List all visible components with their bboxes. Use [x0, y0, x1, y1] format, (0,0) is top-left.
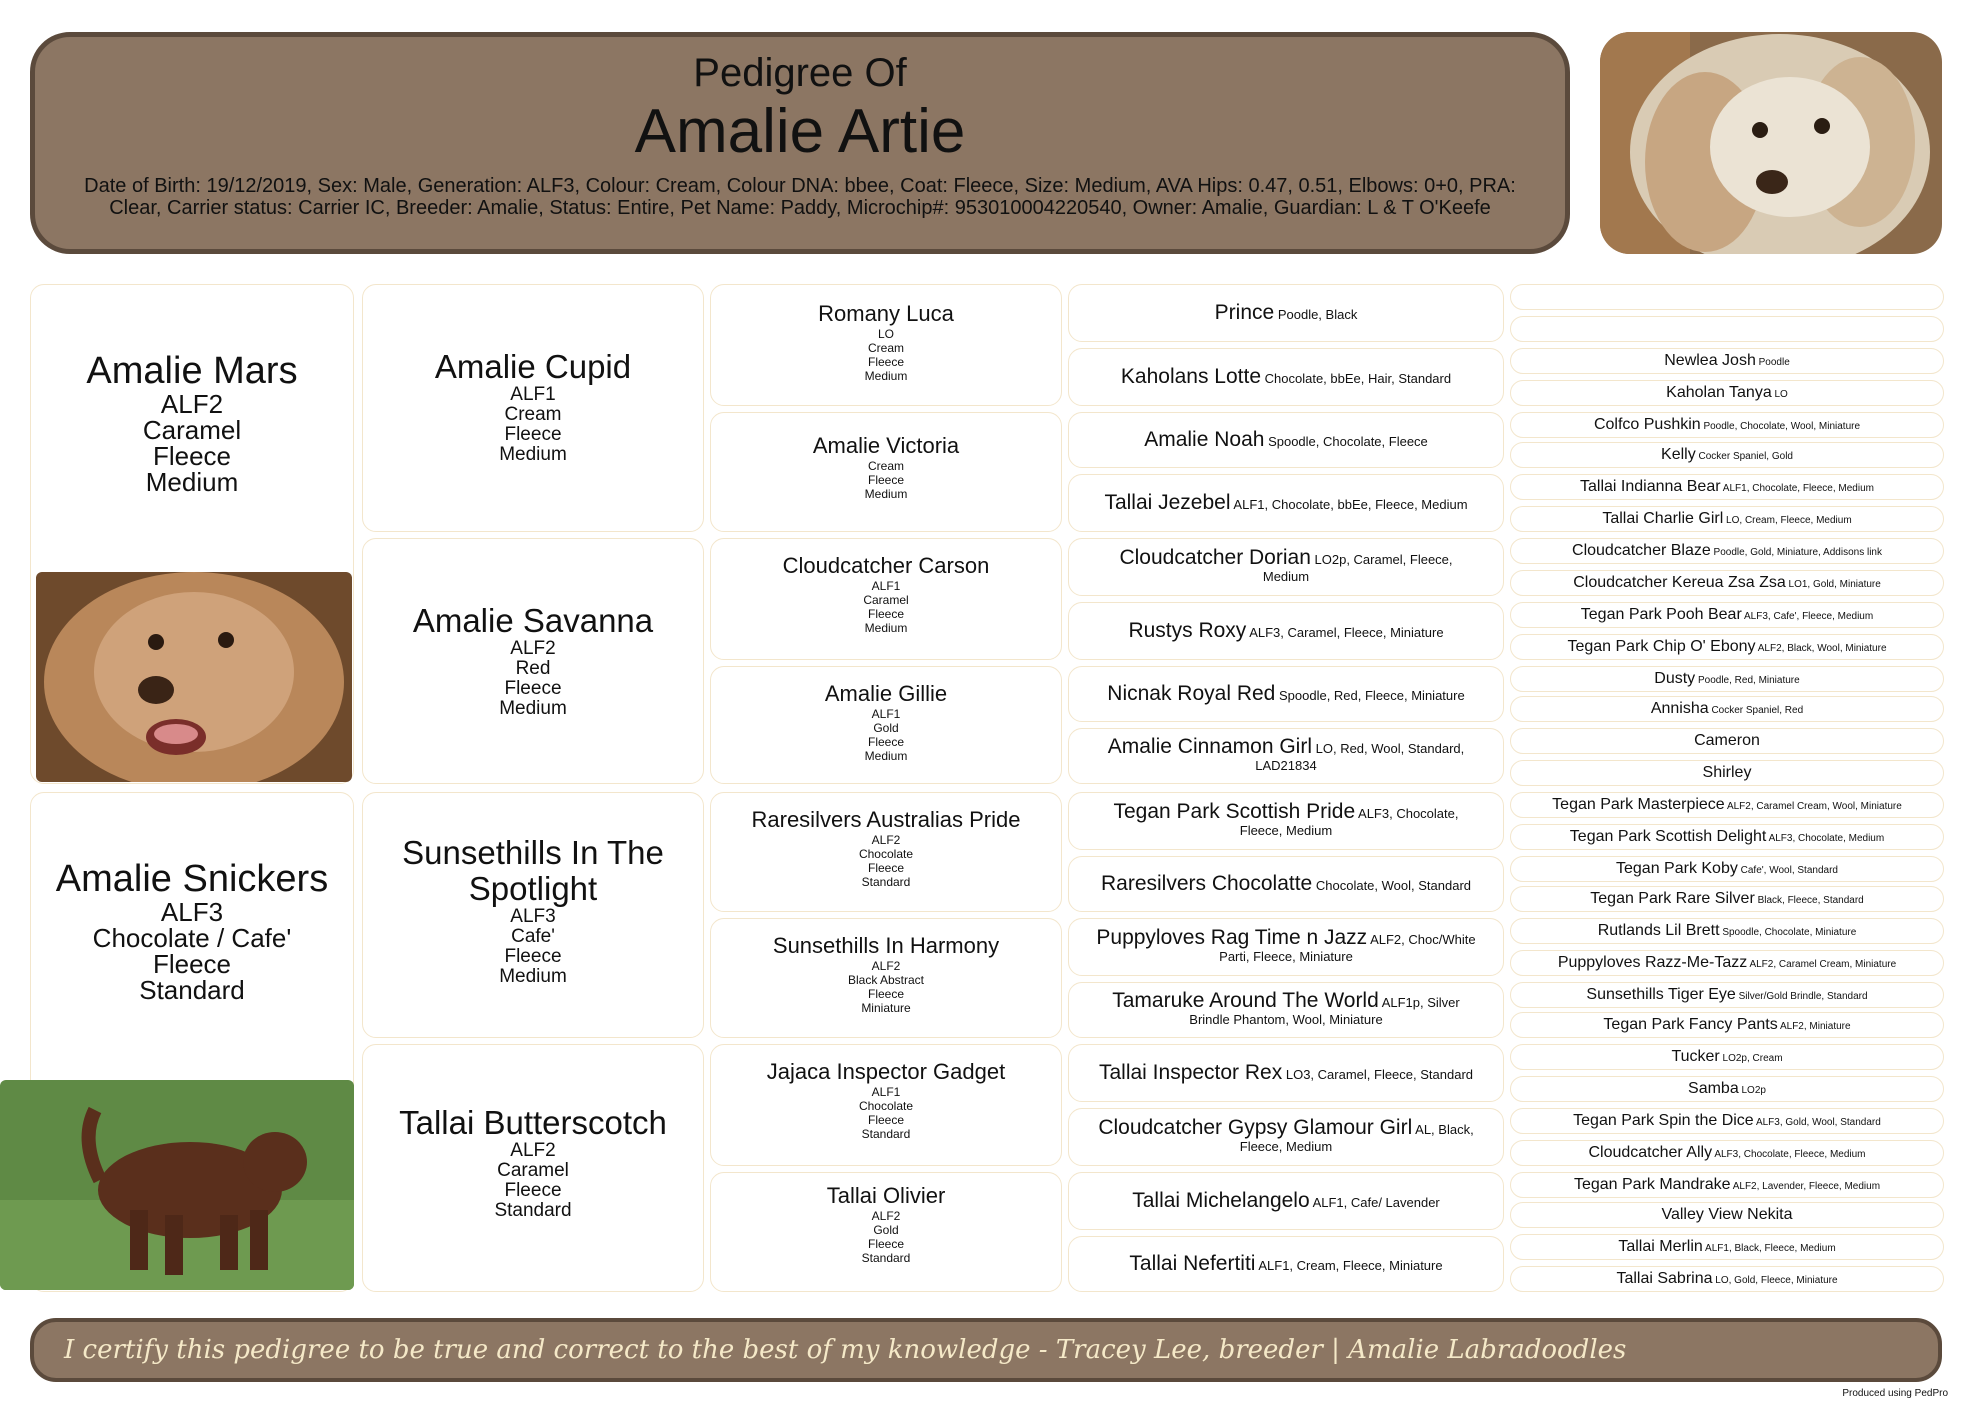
dog-detail-line: Medium — [864, 749, 908, 763]
dog-info: Poodle, Gold, Miniature, Addisons link — [1713, 547, 1882, 558]
pedigree-gen5-cell — [1510, 886, 1944, 912]
dog-info: LO2p, Cream — [1722, 1053, 1783, 1064]
pedigree-gen5-cell — [1510, 442, 1944, 468]
dog-coat: Fleece — [504, 424, 562, 445]
dog-name: Tallai Olivier — [826, 1183, 946, 1208]
dog-name: Sunsethills Tiger Eye — [1586, 986, 1736, 1003]
dog-name: Kaholans Lotte — [1120, 364, 1262, 388]
pedigree-gen4-cell — [1068, 1108, 1504, 1166]
dog-generation: ALF2 — [510, 638, 556, 659]
dog-name: Sunsethills In Harmony — [772, 933, 1000, 958]
pedigree-gen4-cell — [1068, 1236, 1504, 1292]
dog-name: Tegan Park Rare Silver — [1590, 890, 1755, 907]
dog-name: Amalie Noah — [1144, 427, 1265, 451]
dog-coat: Fleece — [504, 678, 562, 699]
dog-detail-line: Fleece — [867, 861, 905, 875]
pedigree-gen4-cell — [1068, 474, 1504, 532]
pedigree-gen4-cell — [1068, 602, 1504, 660]
dog-name: Kelly — [1661, 446, 1696, 463]
pedigree-gen5-cell — [1510, 950, 1944, 976]
dog-name: Amalie Gillie — [824, 681, 948, 706]
pedigree-gen5-cell — [1510, 316, 1944, 342]
dog-info: Spoodle, Red, Fleece, Miniature — [1278, 687, 1465, 703]
dog-info: Chocolate, Wool, Standard — [1315, 877, 1472, 893]
dog-name: Valley View Nekita — [1661, 1206, 1793, 1223]
dog-name: Samba — [1688, 1080, 1739, 1097]
pedigree-gen4-cell — [1068, 792, 1504, 850]
pedigree-gen3-cell — [710, 792, 1062, 912]
pedigree-gen5-cell — [1510, 348, 1944, 374]
dog-info: ALF2, Choc/White — [1370, 932, 1476, 947]
dog-info: Spoodle, Chocolate, Fleece — [1268, 433, 1428, 449]
dog-info: ALF3, Cafe', Fleece, Medium — [1744, 611, 1874, 622]
dog-name: Tallai Charlie Girl — [1602, 510, 1724, 527]
pedigree-gen5-cell — [1510, 1266, 1944, 1292]
dog-detail-line: Caramel — [863, 593, 909, 607]
dog-name: Prince — [1214, 300, 1275, 324]
dog-size: Medium — [145, 467, 239, 497]
dog-detail-line: Cream — [867, 459, 904, 473]
dog-name: Tallai Nefertiti — [1129, 1251, 1256, 1275]
dog-info: Silver/Gold Brindle, Standard — [1738, 991, 1868, 1002]
pedigree-gen5-cell — [1510, 856, 1944, 882]
dog-details: Date of Birth: 19/12/2019, Sex: Male, Generation: ALF3, Colour: Cream, Colour DNA: bbee, Coat: Fleece, Size: Medium, AVA Hips: 0.47, 0.51, Elbows: 0+0, PRA: Clear, Carrier status: Carrier IC, Breeder: Amalie, Status: Entire, Pet Name: Paddy, Microchip#: 953010004220540, Owner: Amalie, Guardian: L & T O'Keefe — [84, 175, 1516, 219]
dog-info-continued: Fleece, Medium — [1239, 1139, 1333, 1154]
dog-size: Medium — [499, 698, 567, 719]
dog-info-continued: Brindle Phantom, Wool, Miniature — [1189, 1012, 1383, 1027]
dog-detail-line: Gold — [873, 1223, 899, 1237]
dog-name: Tucker — [1671, 1048, 1720, 1065]
dog-info-continued: LAD21834 — [1255, 758, 1317, 773]
dog-detail-line: Gold — [873, 721, 899, 735]
dog-detail-line: ALF1 — [871, 579, 901, 593]
dog-generation: ALF2 — [510, 1140, 556, 1161]
dog-detail-line: Miniature — [861, 1001, 911, 1015]
pedigree-gen5-cell — [1510, 918, 1944, 944]
dog-info: ALF2, Caramel Cream, Wool, Miniature — [1726, 801, 1902, 812]
pedigree-gen5-cell — [1510, 666, 1944, 692]
dog-name: Amalie Cinnamon Girl — [1107, 735, 1312, 758]
dog-name-title: Amalie Artie — [634, 97, 966, 166]
dog-name: Rutlands Lil Brett — [1597, 922, 1720, 939]
dog-info: Cafe', Wool, Standard — [1740, 865, 1838, 876]
pedigree-gen3-cell — [710, 538, 1062, 660]
pedigree-gen5-cell — [1510, 1012, 1944, 1038]
dog-detail-line: Medium — [864, 487, 908, 501]
dog-detail-line: Standard — [861, 1251, 911, 1265]
dog-info: LO, Red, Wool, Standard, — [1315, 741, 1465, 756]
dog-name: Cloudcatcher Ally — [1588, 1144, 1713, 1161]
dog-name: Amalie Cupid — [434, 348, 632, 385]
dog-generation: ALF2 — [160, 389, 224, 419]
pedigree-gen5-cell — [1510, 634, 1944, 660]
dog-coat: Fleece — [152, 949, 232, 979]
dog-info: ALF2, Black, Wool, Miniature — [1757, 643, 1887, 654]
pedigree-gen3-cell — [710, 918, 1062, 1038]
dog-detail-line: ALF2 — [871, 959, 901, 973]
pedigree-gen5-cell — [1510, 506, 1944, 532]
pedigree-gen4-cell — [1068, 982, 1504, 1038]
dog-name: Cloudcatcher Carson — [782, 553, 990, 578]
dog-info: Poodle, Black — [1277, 306, 1358, 322]
dog-name: Tegan Park Masterpiece — [1552, 796, 1725, 813]
pedigree-gen5-cell — [1510, 602, 1944, 628]
pedigree-gen5-cell — [1510, 1140, 1944, 1166]
dog-name: Amalie Mars — [86, 350, 298, 392]
dog-info: Poodle, Chocolate, Wool, Miniature — [1703, 421, 1861, 432]
dog-info: ALF2, Caramel Cream, Miniature — [1749, 959, 1897, 970]
dog-name: Jajaca Inspector Gadget — [766, 1059, 1006, 1084]
pedigree-gen5-cell — [1510, 474, 1944, 500]
dog-generation: ALF3 — [160, 897, 224, 927]
dog-info-continued: Parti, Fleece, Miniature — [1219, 949, 1353, 964]
pedigree-gen4-cell — [1068, 856, 1504, 912]
pedigree-gen2-cell — [362, 792, 704, 1038]
pedigree-gen4-cell — [1068, 412, 1504, 468]
sire-dog-photo — [36, 572, 352, 782]
dog-size: Standard — [494, 1200, 572, 1221]
pedigree-gen2-cell — [362, 1044, 704, 1292]
pedigree-gen3-cell — [710, 1044, 1062, 1166]
produced-using-label: Produced using PedPro — [1842, 1388, 1948, 1399]
pedigree-gen4-cell — [1068, 1172, 1504, 1230]
dog-info: Cocker Spaniel, Gold — [1698, 451, 1793, 462]
dog-info: Poodle, Red, Miniature — [1697, 675, 1800, 686]
dog-coat: Fleece — [504, 946, 562, 967]
dog-info: ALF3, Chocolate, Medium — [1768, 833, 1885, 844]
dog-name: Tallai Jezebel — [1104, 490, 1231, 514]
dog-detail-line: Fleece — [867, 607, 905, 621]
dog-name: Tegan Park Mandrake — [1573, 1176, 1731, 1193]
dog-name: Puppyloves Razz-Me-Tazz — [1557, 954, 1748, 971]
dog-colour: Cream — [504, 404, 562, 425]
pedigree-of-label: Pedigree Of — [693, 51, 907, 95]
dog-info: ALF1, Chocolate, Fleece, Medium — [1722, 483, 1874, 494]
dog-name: Puppyloves Rag Time n Jazz — [1096, 926, 1368, 949]
pedigree-header — [30, 32, 1570, 254]
dog-name: Kaholan Tanya — [1666, 384, 1772, 401]
dog-name: Tegan Park Koby — [1616, 860, 1738, 877]
dog-name: Dusty — [1654, 670, 1696, 687]
pedigree-gen3-cell — [710, 284, 1062, 406]
dog-colour: Chocolate / Cafe' — [92, 923, 292, 953]
dog-detail-line: ALF2 — [871, 833, 901, 847]
dog-detail-line: ALF1 — [871, 1085, 901, 1099]
dog-info: ALF3, Gold, Wool, Standard — [1755, 1117, 1881, 1128]
dog-info: ALF1, Cafe/ Lavender — [1312, 1194, 1440, 1210]
dog-detail-line: Fleece — [867, 1237, 905, 1251]
dog-name: Annisha — [1650, 700, 1709, 717]
pedigree-gen2-cell — [362, 538, 704, 784]
pedigree-gen4-cell — [1068, 284, 1504, 342]
pedigree-gen5-cell — [1510, 538, 1944, 564]
dog-name: Colfco Pushkin — [1593, 416, 1701, 433]
pedigree-gen3-cell — [710, 666, 1062, 784]
dog-info-continued: Medium — [1262, 569, 1310, 584]
dog-name: Tegan Park Scottish Pride — [1113, 800, 1356, 823]
dog-size: Standard — [139, 975, 245, 1005]
dog-name: Amalie Victoria — [812, 433, 960, 458]
dog-info: LO, Gold, Fleece, Miniature — [1715, 1275, 1838, 1286]
pedigree-gen5-cell — [1510, 824, 1944, 850]
pedigree-gen4-cell — [1068, 348, 1504, 406]
dog-detail-line: Chocolate — [858, 1099, 914, 1113]
dog-name: Cloudcatcher Kereua Zsa Zsa — [1573, 574, 1786, 591]
main-dog-photo — [1600, 32, 1942, 254]
certification-text: I certify this pedigree to be true and correct to the best of my knowledge - Tracey Lee, breeder | Amalie Labradoodles — [64, 1335, 1627, 1365]
dog-info: Black, Fleece, Standard — [1757, 895, 1864, 906]
dog-info: Spoodle, Chocolate, Miniature — [1722, 927, 1857, 938]
dog-size: Medium — [499, 966, 567, 987]
dog-info: ALF1, Chocolate, bbEe, Fleece, Medium — [1233, 496, 1468, 512]
pedigree-gen5-cell — [1510, 760, 1944, 786]
dog-name: Rustys Roxy — [1128, 618, 1247, 642]
pedigree-gen5-cell — [1510, 1108, 1944, 1134]
dog-info: Poodle — [1758, 357, 1790, 368]
pedigree-gen5-cell — [1510, 570, 1944, 596]
dog-name: Romany Luca — [818, 301, 954, 326]
pedigree-gen2-cell — [362, 284, 704, 532]
dog-detail-line: ALF2 — [871, 1209, 901, 1223]
pedigree-gen4-cell — [1068, 728, 1504, 784]
dog-info: LO2p, Caramel, Fleece, — [1314, 552, 1453, 567]
pedigree-gen5-cell — [1510, 412, 1944, 438]
dog-name: Newlea Josh — [1664, 352, 1756, 369]
dog-detail-line: ALF1 — [871, 707, 901, 721]
dog-name: Raresilvers Australias Pride — [751, 807, 1021, 832]
dog-name: Tallai Merlin — [1618, 1238, 1703, 1255]
dog-name: Tamaruke Around The World — [1112, 989, 1379, 1012]
pedigree-gen5-cell — [1510, 982, 1944, 1008]
dog-detail-line: Standard — [861, 1127, 911, 1141]
certification-banner — [30, 1318, 1942, 1382]
pedigree-gen4-cell — [1068, 918, 1504, 976]
dog-info: LO3, Caramel, Fleece, Standard — [1285, 1066, 1474, 1082]
pedigree-gen3-cell — [710, 412, 1062, 532]
dog-detail-line: Fleece — [867, 1113, 905, 1127]
dog-info: Chocolate, bbEe, Hair, Standard — [1264, 370, 1452, 386]
pedigree-gen5-cell — [1510, 1172, 1944, 1198]
pedigree-gen3-cell — [710, 1172, 1062, 1292]
dog-detail-line: Medium — [864, 369, 908, 383]
dog-name: Tallai Sabrina — [1616, 1270, 1713, 1287]
dog-coat: Fleece — [152, 441, 232, 471]
dog-colour: Red — [515, 658, 551, 679]
dog-info: ALF3, Chocolate, — [1358, 806, 1459, 821]
pedigree-gen4-cell — [1068, 666, 1504, 722]
pedigree-gen5-cell — [1510, 728, 1944, 754]
dog-info: ALF1, Black, Fleece, Medium — [1705, 1243, 1836, 1254]
dog-detail-line: Fleece — [867, 735, 905, 749]
dog-name: Shirley — [1702, 764, 1752, 781]
dog-name: Cloudcatcher Dorian — [1119, 546, 1311, 569]
dog-name: Tallai Inspector Rex — [1098, 1060, 1283, 1084]
pedigree-gen4-cell — [1068, 1044, 1504, 1102]
dog-detail-line: Fleece — [867, 355, 905, 369]
dog-info: Cocker Spaniel, Red — [1711, 705, 1804, 716]
dog-generation: ALF1 — [510, 384, 556, 405]
dog-detail-line: Black Abstract — [847, 973, 925, 987]
dog-detail-line: Chocolate — [858, 847, 914, 861]
dog-name: Tegan Park Pooh Bear — [1580, 606, 1742, 623]
dog-name: Nicnak Royal Red — [1107, 681, 1276, 705]
dog-detail-line: Standard — [861, 875, 911, 889]
dog-name: Tegan Park Scottish Delight — [1569, 828, 1767, 845]
pedigree-gen5-cell — [1510, 284, 1944, 310]
dog-info: ALF3, Caramel, Fleece, Miniature — [1249, 624, 1444, 640]
dog-colour: Caramel — [497, 1160, 569, 1181]
dog-info: LO2p — [1741, 1085, 1766, 1096]
dog-coat: Fleece — [504, 1180, 562, 1201]
dog-name: Sunsethills In The Spotlight — [402, 834, 664, 907]
pedigree-gen4-cell — [1068, 538, 1504, 596]
dog-detail-line: Cream — [867, 341, 904, 355]
dog-name: Raresilvers Chocolatte — [1100, 871, 1313, 895]
pedigree-gen5-cell — [1510, 696, 1944, 722]
dog-info: ALF1p, Silver — [1381, 995, 1460, 1010]
dog-detail-line: LO — [877, 327, 894, 341]
dog-detail-line: Medium — [864, 621, 908, 635]
dog-name: Tallai Michelangelo — [1132, 1188, 1310, 1212]
dog-name: Tegan Park Spin the Dice — [1573, 1112, 1754, 1129]
dog-detail-line: Fleece — [867, 987, 905, 1001]
dog-info: ALF2, Miniature — [1779, 1021, 1851, 1032]
pedigree-gen5-cell — [1510, 380, 1944, 406]
dog-info: LO — [1774, 389, 1788, 400]
pedigree-gen5-cell — [1510, 1234, 1944, 1260]
pedigree-gen5-cell — [1510, 792, 1944, 818]
dog-name: Tegan Park Chip O' Ebony — [1567, 638, 1756, 655]
dog-name: Tegan Park Fancy Pants — [1603, 1016, 1778, 1033]
dog-info: ALF3, Chocolate, Fleece, Medium — [1714, 1149, 1866, 1160]
pedigree-gen5-cell — [1510, 1202, 1944, 1228]
dam-dog-photo — [0, 1080, 354, 1290]
dog-info: ALF1, Cream, Fleece, Miniature — [1258, 1257, 1443, 1273]
dog-name: Cloudcatcher Blaze — [1572, 542, 1711, 559]
dog-info: AL, Black, — [1415, 1122, 1474, 1137]
dog-info: LO, Cream, Fleece, Medium — [1726, 515, 1852, 526]
dog-info: LO1, Gold, Miniature — [1788, 579, 1881, 590]
dog-name: Cameron — [1694, 732, 1760, 749]
dog-name: Cloudcatcher Gypsy Glamour Girl — [1098, 1116, 1413, 1139]
dog-info: ALF2, Lavender, Fleece, Medium — [1732, 1181, 1881, 1192]
dog-name: Amalie Savanna — [412, 602, 654, 639]
dog-name: Amalie Snickers — [55, 858, 329, 900]
dog-size: Medium — [499, 444, 567, 465]
pedigree-gen5-cell — [1510, 1076, 1944, 1102]
dog-generation: ALF3 — [510, 906, 556, 927]
dog-colour: Caramel — [142, 415, 242, 445]
dog-colour: Cafe' — [511, 926, 555, 947]
dog-info-continued: Fleece, Medium — [1239, 823, 1333, 838]
dog-name: Tallai Butterscotch — [399, 1104, 667, 1141]
dog-detail-line: Fleece — [867, 473, 905, 487]
pedigree-gen5-cell — [1510, 1044, 1944, 1070]
dog-name: Tallai Indianna Bear — [1580, 478, 1721, 495]
